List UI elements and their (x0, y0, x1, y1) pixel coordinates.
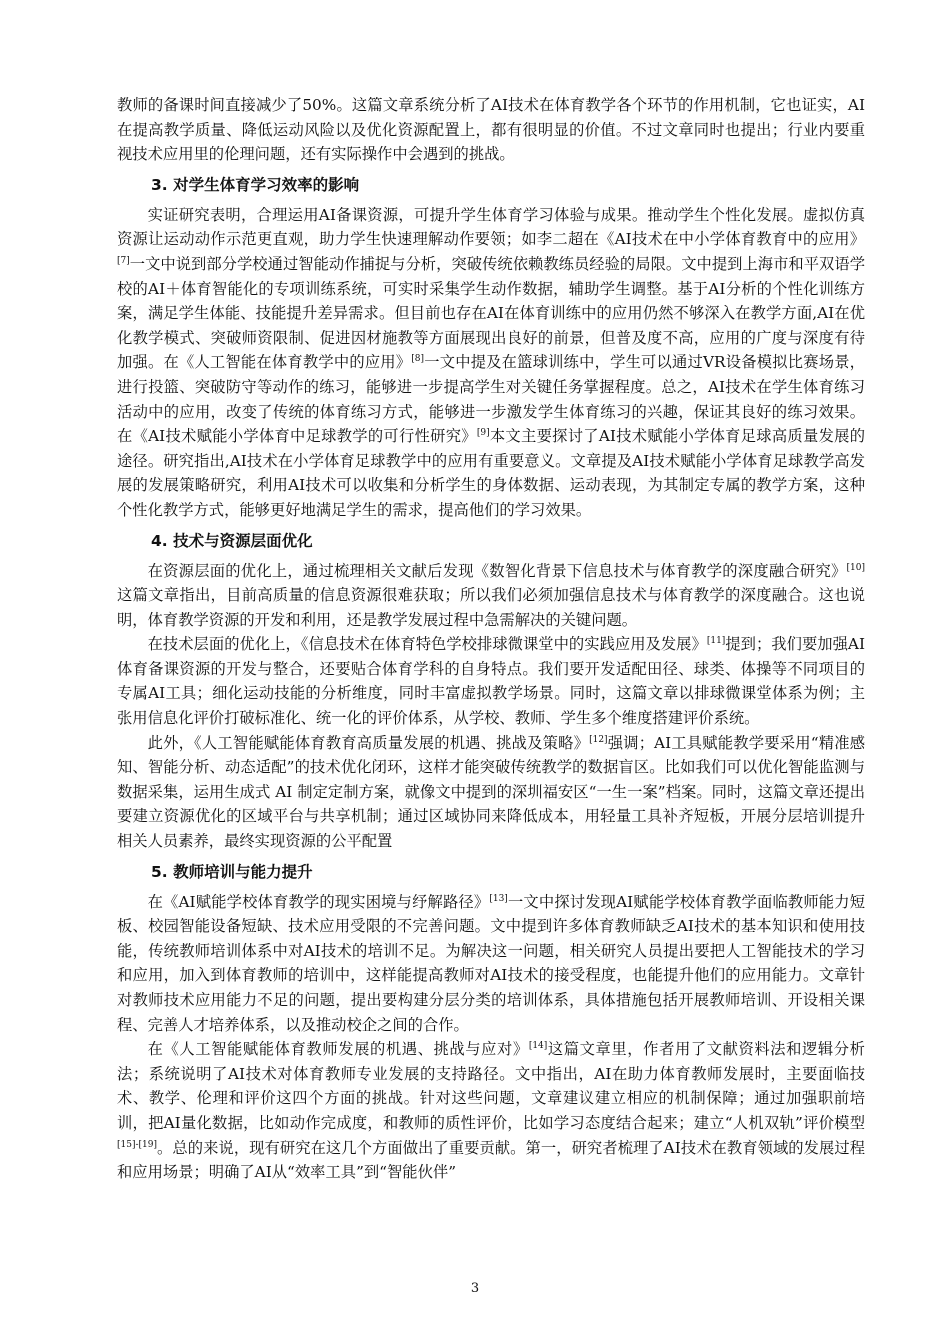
page-body (117, 93, 865, 1185)
paragraph-ai-empowerment (117, 731, 865, 854)
paragraph-teacher-training (117, 890, 865, 1038)
citation-ref[interactable]: [11] (706, 636, 726, 647)
paragraph-text: 实证研究表明，合理运用AI备课资源，可提升学生体育学习体验与成果。推动学生个性化发展。虚拟仿真资源让运动动作示范更直观，助力学生快速理解动作要领；如李二超在《AI技术在中小学体育教育中的应用》 (117, 205, 865, 249)
citation-ref[interactable]: [12] (589, 734, 608, 745)
citation-ref[interactable]: [8] (411, 354, 425, 365)
paragraph-text: 一文中提及在篮球训练中，学生可以通过VR设备模拟比赛场景，进行投篮、突破防守等动作的练习，能够进一步提高学生对关键任务掌握程度。总之，AI技术在学生体育练习活动中的应用，改变了传统的体育练习方式，能够进一步激发学生体育练习的兴趣，保证其良好的练习效果。在《AI技术赋能小学体育中足球教学的可行性研究》 (117, 353, 865, 446)
paragraph-text: 教师的备课时间直接减少了50%。这篇文章系统分析了AI技术在体育教学各个环节的作用机制，它也证实，AI在提高教学质量、降低运动风险以及优化资源配置上，都有很明显的价值。不过文章同时也提出；行业内要重视技术应用里的伦理问题，还有实际操作中会遇到的挑战。 (117, 96, 865, 164)
citation-ref[interactable]: [10] (846, 562, 865, 573)
section-heading-4: 4. 技术与资源层面优化 (151, 531, 313, 550)
paragraph-text: 这篇文章指出，目前高质量的信息资源很难获取；所以我们必须加强信息技术与体育教学的深度融合。这也说明，体育教学资源的开发和利用，还是教学发展过程中急需解决的关键问题。 (117, 586, 865, 629)
paragraph-text: 一文中探讨发现AI赋能学校体育教学面临教师能力短板、校园智能设备短缺、技术应用受限的不完善问题。文中提到许多体育教师缺乏AI技术的基本知识和使用技能，传统教师培训体系中对AI技术的培训不足。为解决这一问题，相关研究人员提出要把人工智能技术的学习和应用，加入到体育教师的培训中，这样能提高教师对AI技术的接受程度，也能提升他们的应用能力。文章针对教师技术应用能力不足的问题，提出要构建分层分类的培训体系，具体措施包括开展教师培训、开设相关课程、完善人才培养体系，以及推动校企之间的合作。 (117, 892, 865, 1034)
paragraph-technology-optimization (117, 632, 865, 730)
paragraph-text: 在《AI赋能学校体育教学的现实困境与纾解路径》 (147, 892, 490, 911)
citation-ref[interactable]: [13] (489, 893, 508, 904)
citation-ref[interactable]: [7] (117, 255, 130, 266)
paragraph-text: 这篇文章里，作者用了文献资料法和逻辑分析法；系统说明了AI技术对体育教师专业发展的支持路径。文中指出，AI在助力体育教师发展时，主要面临技术、教学、伦理和评价这四个方面的挑战。针对这些问题，文章建议建立相应的机制保障；通过加强职前培训，把AI量化数据，比如动作完成度，和教师的质性评价，比如学习态度结合起来；建立“人机双轨”评价模型 (117, 1040, 865, 1132)
paragraph-text: 在《人工智能赋能体育教师发展的机遇、挑战与应对》 (147, 1040, 529, 1059)
paragraph-text: 此外，《人工智能赋能体育教育高质量发展的机遇、挑战及策略》 (147, 733, 590, 752)
paragraph-text: 在资源层面的优化上，通过梳理相关文献后发现《数智化背景下信息技术与体育教学的深度融合研究》 (147, 561, 847, 580)
paragraph-resource-optimization (117, 559, 865, 633)
paragraph-text: 提到；我们要加强AI体育备课资源的开发与整合，还要贴合体育学科的自身特点。我们要开发适配田径、球类、体操等不同项目的专属AI工具；细化运动技能的分析维度，同时丰富虚拟教学场景。同时，这篇文章以排球微课堂体系为例；主张用信息化评价打破标准化、统一化的评价体系，从学校、教师、学生多个维度搭建评价系统。 (117, 635, 865, 728)
section-heading-3: 3. 对学生体育学习效率的影响 (151, 175, 360, 194)
paragraph-text: 本文主要探讨了AI技术赋能小学体育足球高质量发展的途径。研究指出,AI技术在小学体育足球教学中的应用有重要意义。文章提及AI技术赋能小学体育足球教学高发展的发展策略研究，利用AI技术可以收集和分析学生的身体数据、运动表现，为其制定专属的教学方案，这种个性化教学方式，能够更好地满足学生的需求，提高他们的学习效果。 (117, 427, 865, 519)
paragraph-teacher-development (117, 1037, 865, 1185)
section-heading-5: 5. 教师培训与能力提升 (151, 862, 313, 881)
paragraph-text: 。总的来说，现有研究在这几个方面做出了重要贡献。第一，研究者梳理了AI技术在教育领域的发展过程和应用场景；明确了AI从“效率工具”到“智能伙伴” (117, 1138, 865, 1182)
paragraph-text: 一文中说到部分学校通过智能动作捕捉与分析，突破传统依赖教练员经验的局限。文中提到上海市和平双语学校的AI＋体育智能化的专项训练系统，可实时采集学生动作数据，辅助学生调整。基于AI分析的个性化训练方案，满足学生体能、技能提升差异需求。但目前也存在AI在体育训练中的应用仍然不够深入在教学方面,AI在优化教学模式、突破师资限制、促进因材施教等方面展现出良好的前景，但普及度不高，应用的广度与深度有待加强。在《人工智能在体育教学中的应用》 (117, 254, 865, 372)
paragraph-text: 强调；AI工具赋能教学要采用“精准感知、智能分析、动态适配”的技术优化闭环，这样才能突破传统教学的数据盲区。比如我们可以优化智能监测与数据采集，运用生成式 AI 制定定制方案，就像文中提到的深圳福安区“一生一案”档案。同时，这篇文章还提出要建立资源优化的区域平台与共享机制；通过区域协同来降低成本，用轻量工具补齐短板，开展分层培训提升相关人员素养，最终实现资源的公平配置 (117, 733, 865, 851)
paragraph-learning-efficiency (117, 203, 865, 523)
paragraph-continued (117, 93, 865, 167)
page-number: 3 (470, 1281, 480, 1296)
citation-ref[interactable]: [14] (528, 1041, 548, 1052)
citation-ref[interactable]: [15]-[19] (117, 1139, 157, 1150)
paragraph-text: 在技术层面的优化上，《信息技术在体育特色学校排球微课堂中的实践应用及发展》 (147, 635, 707, 654)
citation-ref[interactable]: [9] (476, 428, 490, 439)
